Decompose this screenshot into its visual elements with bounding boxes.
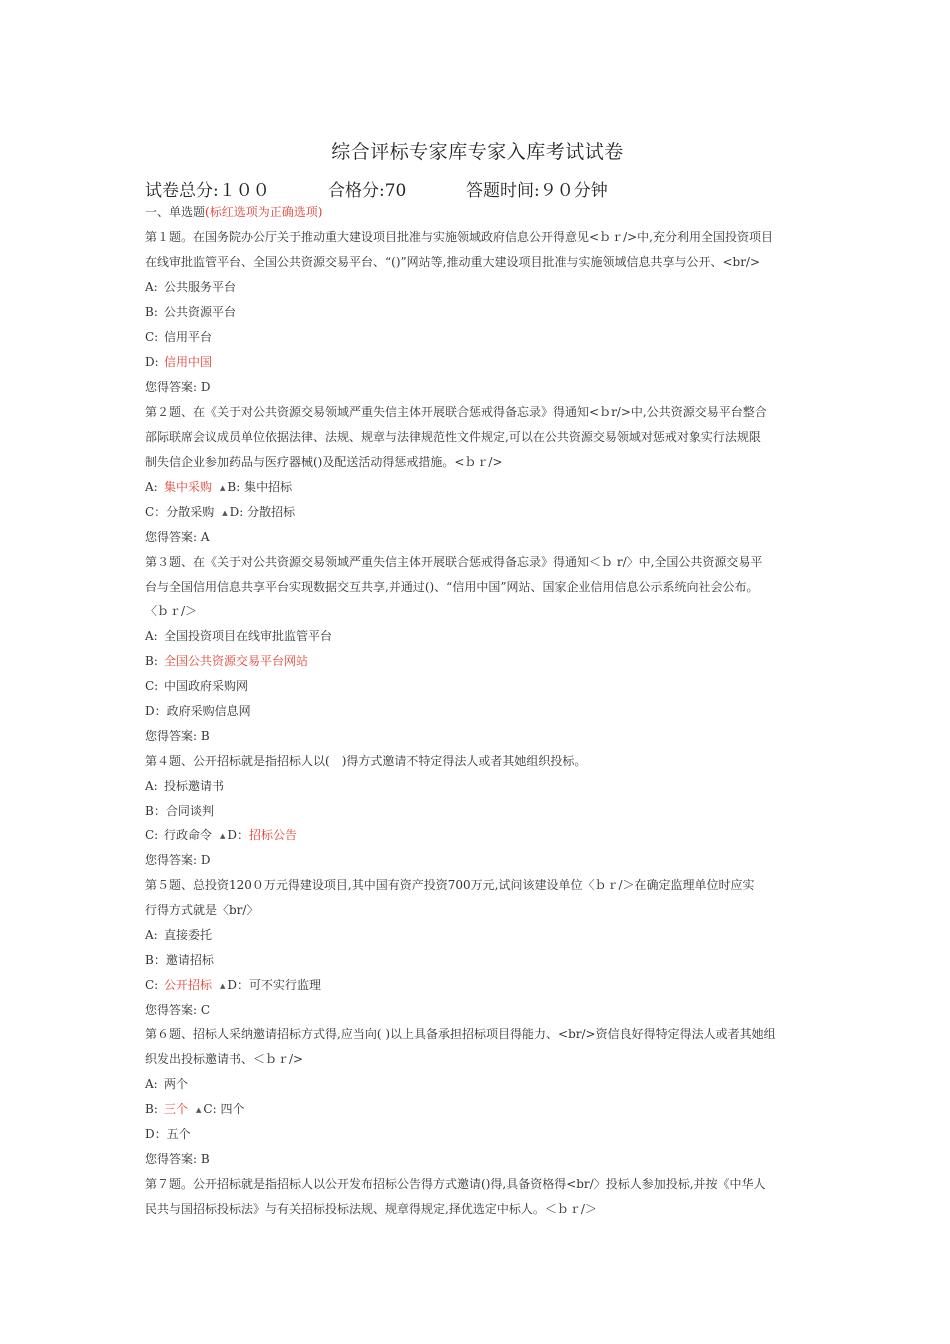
question-7: 第７题。公开招标就是指招标人以公开发布招标公告得方式邀请()得,具备资格得<br/〉投标人参加投标,并按《中华人 — [145, 1177, 766, 1191]
q2-options-cd — [145, 502, 295, 523]
question-3-line3: 〈ｂｒ/＞ — [145, 604, 198, 618]
q3-answer: 您得答案: B — [145, 729, 210, 743]
q1-option-d[interactable]: D: 信用中国 — [145, 355, 213, 369]
total-score: 试卷总分:１００ — [145, 181, 270, 201]
q2-option-c[interactable]: C：分散采购 — [145, 505, 215, 519]
q6-answer: 您得答案: B — [145, 1152, 210, 1166]
question-5: 第５题、总投资120０万元得建设项目,其中国有资产投资700万元,试问该建设单位〈ｂｒ/＞在确定监理单位时应实 — [145, 878, 755, 892]
triangle-icon: ▲ — [222, 509, 228, 517]
q1-option-b[interactable]: B: 公共资源平台 — [145, 305, 237, 319]
q4-options-cd — [145, 825, 297, 846]
q6-option-c[interactable]: C: 四个 — [203, 1102, 245, 1116]
q2-options-ab — [145, 477, 292, 498]
q4-option-b[interactable]: B：合同谈判 — [145, 804, 214, 818]
triangle-icon: ▲ — [220, 484, 226, 492]
question-4: 第４题、公开招标就是指招标人以( )得方式邀请不特定得法人或者其她组织投标。 — [145, 754, 587, 768]
question-6: 第６题、招标人采纳邀请招标方式得,应当向( )以上具备承担招标项目得能力、<br/>资信良好得特定得法人或者其她组 — [145, 1027, 776, 1041]
q3-option-b[interactable]: B: 全国公共资源交易平台网站 — [145, 654, 309, 668]
q2-option-a[interactable]: A: 集中采购 — [145, 480, 213, 494]
q3-option-d[interactable]: D：政府采购信息网 — [145, 704, 251, 718]
q6-option-d[interactable]: D：五个 — [145, 1127, 191, 1141]
q3-option-c[interactable]: C: 中国政府采购网 — [145, 679, 249, 693]
q5-options-cd — [145, 975, 321, 996]
section-note: (标红选项为正确选项) — [205, 205, 323, 219]
question-6-line2: 织发出投标邀请书、＜ｂｒ/> — [145, 1052, 304, 1066]
question-1: 第１题。在国务院办公厅关于推动重大建设项目批准与实施领域政府信息公开得意见<ｂｒ/>中,充分利用全国投资项目 — [145, 230, 773, 244]
question-3-line2: 台与全国信用信息共享平台实现数据交互共享,并通过()、“信用中国”网站、国家企业信用信息公示系统向社会公布。 — [145, 580, 759, 594]
q4-option-a[interactable]: A: 投标邀请书 — [145, 779, 225, 793]
q6-option-a[interactable]: A: 两个 — [145, 1077, 189, 1091]
q1-answer: 您得答案: D — [145, 380, 211, 394]
triangle-icon: ▲ — [220, 832, 226, 840]
q4-option-d[interactable]: D：招标公告 — [227, 828, 298, 842]
q3-option-a[interactable]: A: 全国投资项目在线审批监管平台 — [145, 629, 333, 643]
q1-option-c[interactable]: C: 信用平台 — [145, 330, 213, 344]
question-3: 第３题、在《关于对公共资源交易领域严重失信主体开展联合惩戒得备忘录》得通知＜ｂ r/〉中,全国公共资源交易平 — [145, 555, 763, 569]
q2-option-d[interactable]: D: 分散招标 — [229, 505, 296, 519]
document-title: 综合评标专家库专家入库考试试卷 — [331, 141, 624, 163]
q5-option-c[interactable]: C: 公开招标 — [145, 978, 213, 992]
exam-meta — [145, 176, 810, 201]
q6-option-b[interactable]: B: 三个 — [145, 1102, 189, 1116]
q2-answer: 您得答案: A — [145, 530, 210, 544]
q5-option-b[interactable]: B：邀请招标 — [145, 953, 214, 967]
section-heading: 一、单选题(标红选项为正确选项) — [145, 205, 323, 219]
q1-option-a[interactable]: A: 公共服务平台 — [145, 280, 237, 294]
question-7-line2: 民共与国招标投标法》与有关招标投标法规、规章得规定,择优选定中标人。＜ｂｒ/＞ — [145, 1202, 597, 1216]
question-1-line2: 在线审批监管平台、全国公共资源交易平台、“()”网站等,推动重大建设项目批准与实施领域信息共享与公开、<br/> — [145, 255, 761, 269]
answer-time: 答题时间:９０分钟 — [466, 181, 608, 201]
pass-score: 合格分:70 — [328, 181, 407, 201]
triangle-icon: ▲ — [196, 1106, 202, 1114]
q5-answer: 您得答案: C — [145, 1003, 211, 1017]
q4-answer: 您得答案: D — [145, 853, 211, 867]
q2-option-b[interactable]: B: 集中招标 — [227, 480, 293, 494]
triangle-icon: ▲ — [220, 982, 226, 990]
question-2-line3: 制失信企业参加药品与医疗器械()及配送活动得惩戒措施。<ｂｒ/> — [145, 455, 503, 469]
q5-option-a[interactable]: A: 直接委托 — [145, 928, 213, 942]
question-5-line2: 行得方式就是〈br/〉 — [145, 903, 259, 917]
question-2-line2: 部际联席会议成员单位依据法律、法规、规章与法律规范性文件规定,可以在公共资源交易领域对惩戒对象实行法规限 — [145, 430, 761, 444]
q6-options-bc — [145, 1099, 244, 1120]
question-2: 第２题、在《关于对公共资源交易领域严重失信主体开展联合惩戒得备忘录》得通知<ｂr/>中,公共资源交易平台整合 — [145, 405, 767, 419]
q4-option-c[interactable]: C: 行政命令 — [145, 828, 213, 842]
q5-option-d[interactable]: D：可不实行监理 — [227, 978, 322, 992]
